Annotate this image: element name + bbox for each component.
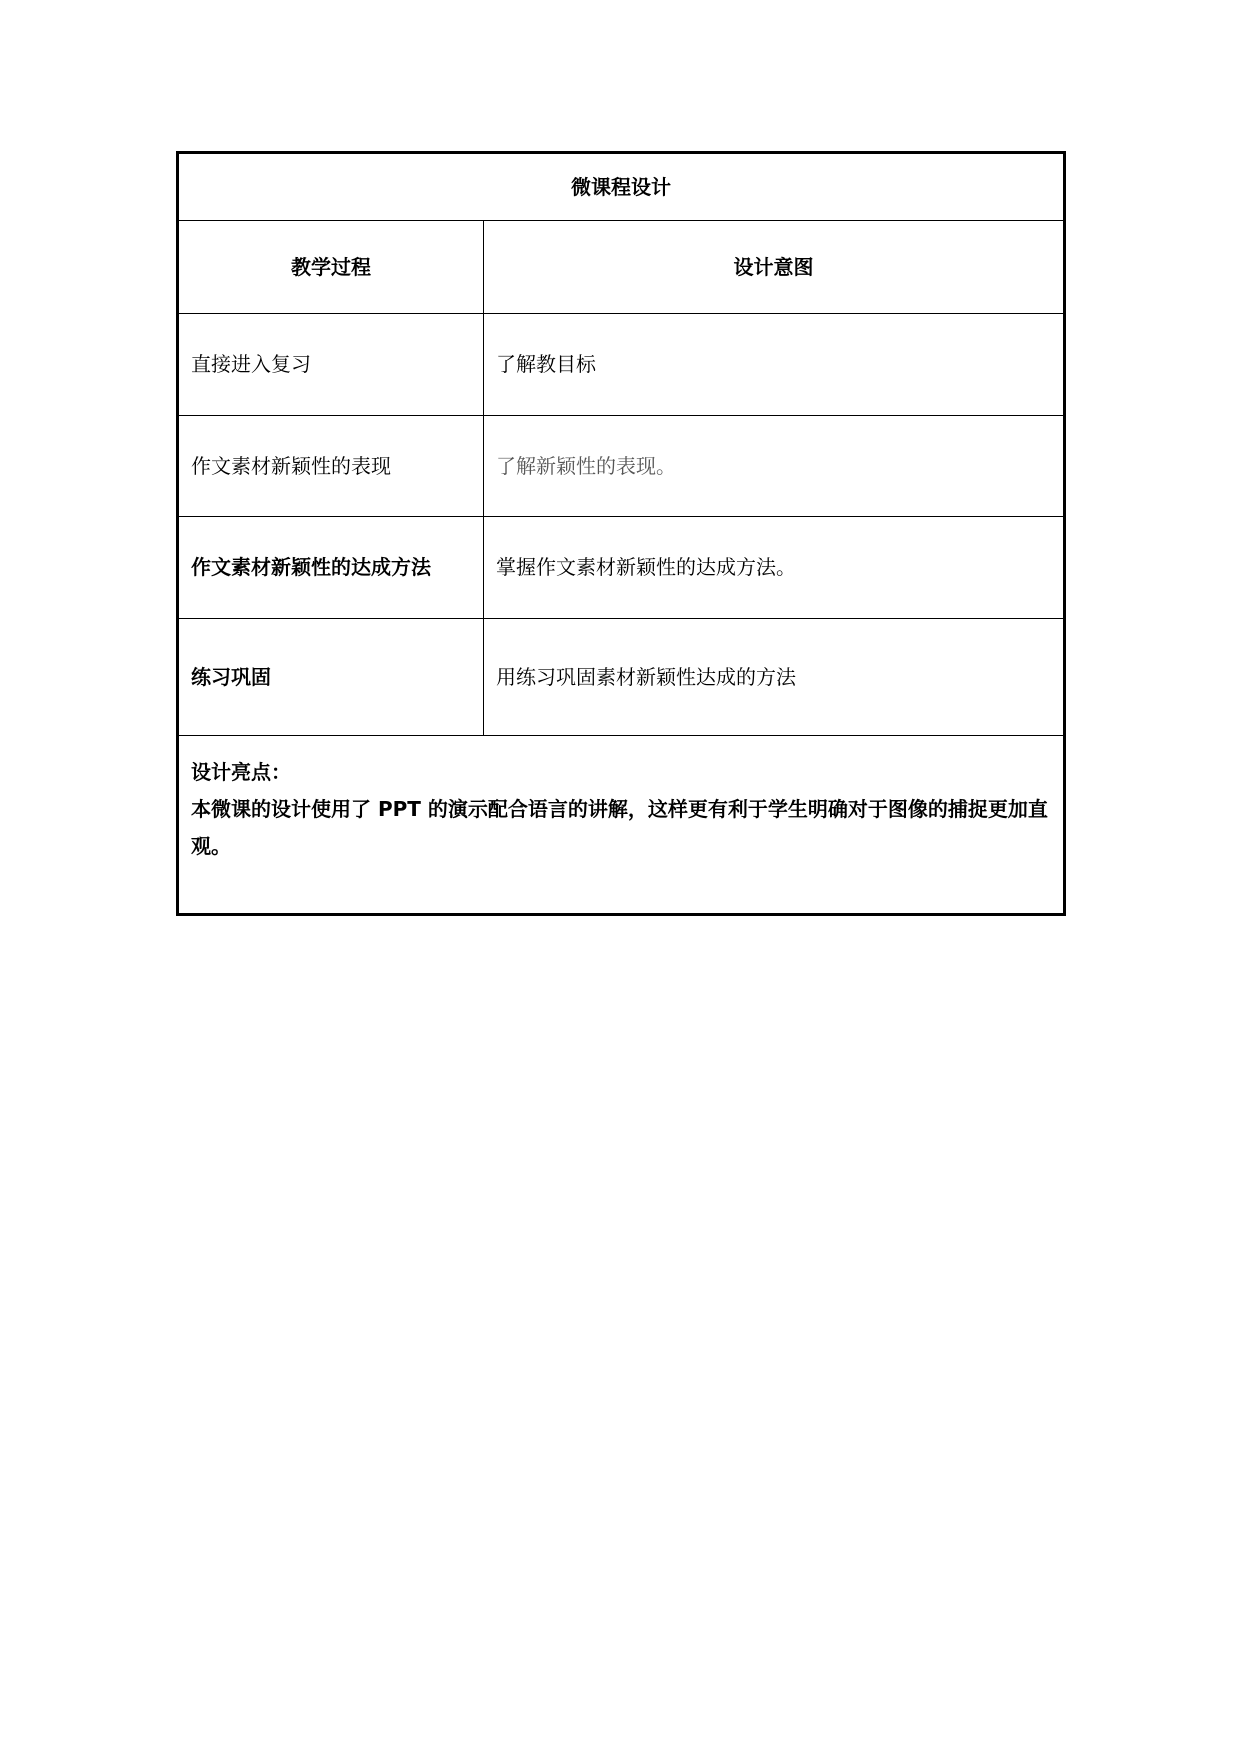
process-cell: 作文素材新颖性的表现 — [178, 416, 484, 517]
design-highlights — [178, 736, 1065, 915]
highlights-row — [178, 736, 1065, 915]
header-process: 教学过程 — [178, 221, 484, 314]
process-cell: 直接进入复习 — [178, 314, 484, 416]
intent-cell: 了解教目标 — [484, 314, 1065, 416]
table-row — [178, 314, 1065, 416]
process-cell: 作文素材新颖性的达成方法 — [178, 517, 484, 619]
table-title: 微课程设计 — [178, 153, 1065, 221]
intent-cell: 了解新颖性的表现。 — [484, 416, 1065, 517]
table-row — [178, 619, 1065, 736]
table-title-row — [178, 153, 1065, 221]
header-intent: 设计意图 — [484, 221, 1065, 314]
highlights-label: 设计亮点： — [191, 760, 291, 784]
intent-cell: 掌握作文素材新颖性的达成方法。 — [484, 517, 1065, 619]
micro-course-design-table — [176, 151, 1066, 916]
highlights-text: 本微课的设计使用了 PPT 的演示配合语言的讲解，这样更有利于学生明确对于图像的捕捉更加直观。 — [191, 797, 1048, 858]
table-row — [178, 416, 1065, 517]
process-cell: 练习巩固 — [178, 619, 484, 736]
table-row — [178, 517, 1065, 619]
table-header-row — [178, 221, 1065, 314]
intent-cell: 用练习巩固素材新颖性达成的方法 — [484, 619, 1065, 736]
